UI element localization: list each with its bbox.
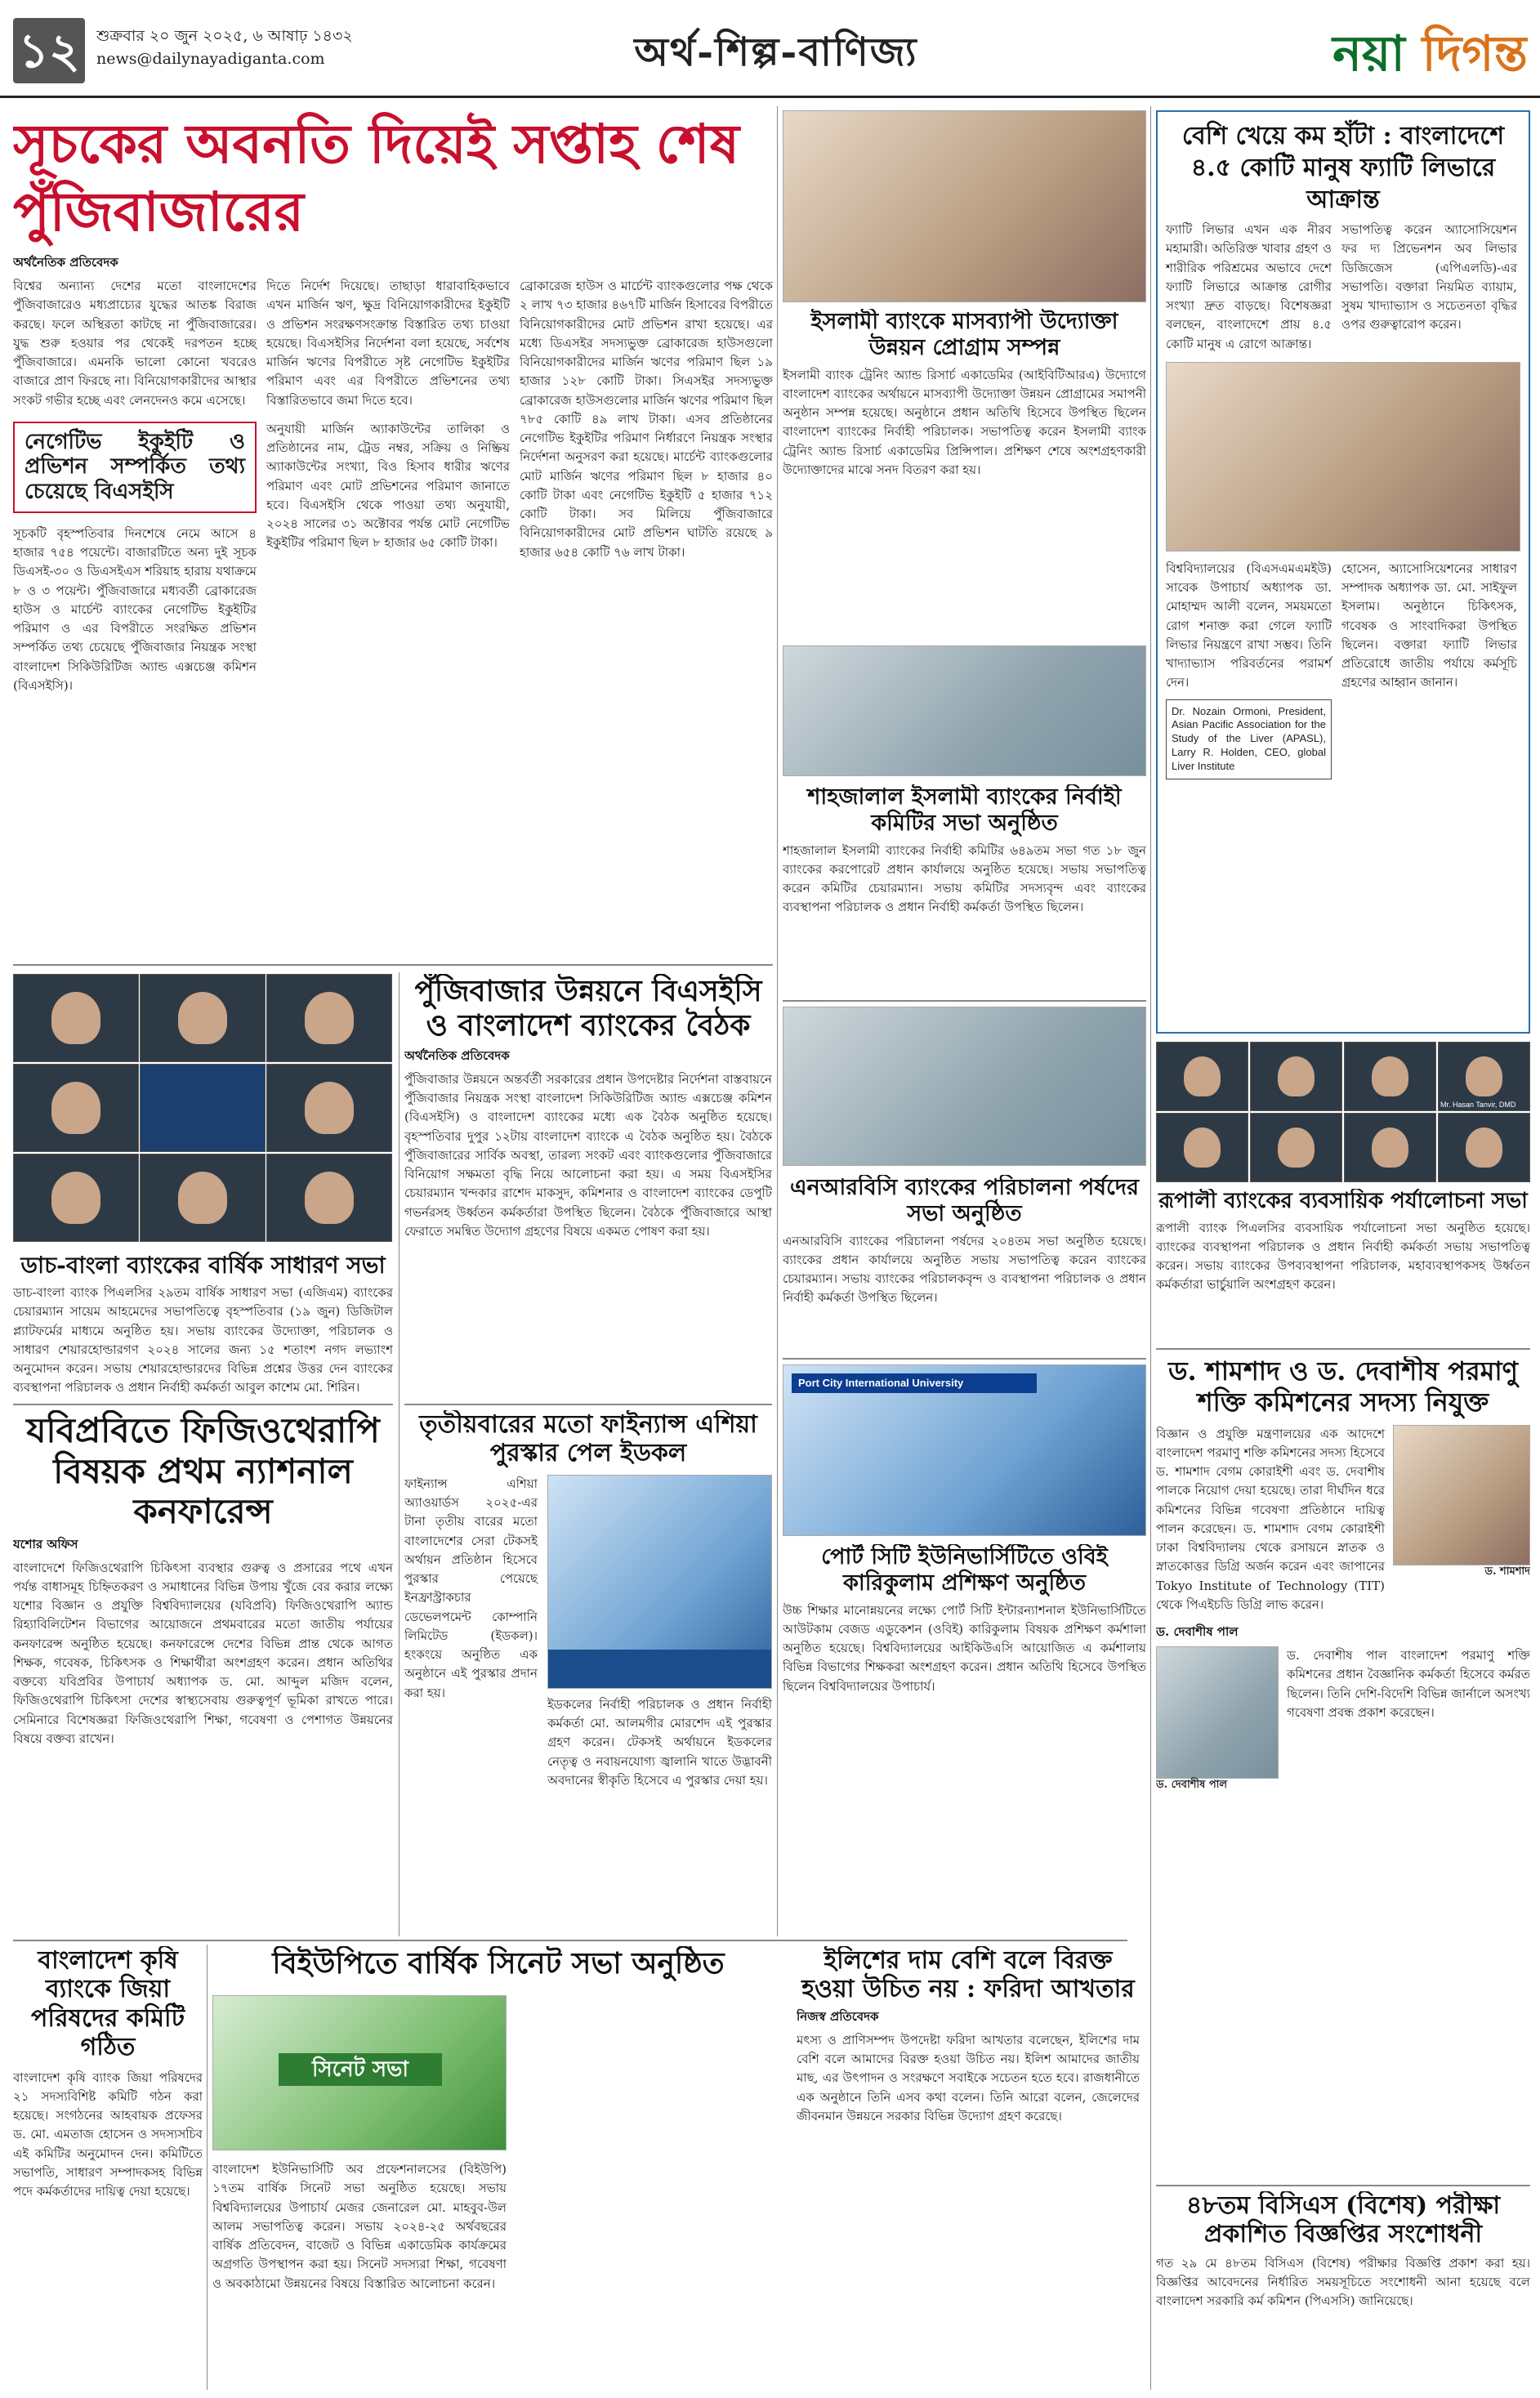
debashish-photo-wrap [1156, 1646, 1279, 1793]
finance-asia-headline[interactable]: তৃতীয়বারের মতো ফাইন্যান্স এশিয়া পুরস্কার পেল ইডকল [419, 1410, 757, 1468]
debashish-photo [1156, 1646, 1279, 1779]
senate-banner: সিনেট সভা [279, 2053, 442, 2086]
shamshad-photo-wrap [1393, 1425, 1530, 1579]
bsec-bb-byline: অর্থনৈতিক প্রতিবেদক [404, 1047, 510, 1063]
bcs-headline[interactable]: ৪৮তম বিসিএস (বিশেষ) পরীক্ষা প্রকাশিত বিজ্ঞপ্তির সংশোধনী [1185, 2191, 1501, 2249]
lead-col-2b-text: অনুযায়ী মার্জিন অ্যাকাউন্টের তালিকা ও প্রতিষ্ঠানের নাম, ট্রেড নম্বর, সক্রিয় ও নিষ্ক্রিয় অ্যাকাউন্টের সংখ্যা, বিও হিসাব ধারীর ঋণের পরিমাণ এবং মোট প্রভিশনের পরিমাণ জানাতে হবে। বিএসইসি থেকে পাওয়া তথ্য অনুযায়ী, ২০২৪ সালের ৩১ অক্টোবর পর্যন্ত মোট নেগেটিভ ইকুইটির পরিমাণ ছিল ৮ হাজার ৬৫ কোটি টাকা। [266, 421, 510, 551]
shahjalal-headline[interactable]: শাহজালাল ইসলামী ব্যাংকের নির্বাহী কমিটির সভা অনুষ্ঠিত [807, 784, 1122, 836]
dbbl-article [13, 1252, 393, 1399]
vc-name-label: Mr. Hasan Tanvir, DMD [1440, 1101, 1516, 1109]
divider [404, 1404, 772, 1405]
liver-col-3 [1166, 560, 1341, 779]
divider [212, 1940, 1127, 1941]
divider [1156, 1348, 1530, 1350]
atomic-body-wrap [1156, 1425, 1530, 1791]
nrbc-headline[interactable]: এনআরবিসি ব্যাংকের পরিচালনা পর্ষদের সভা অনুষ্ঠিত [790, 1175, 1139, 1226]
shahjalal-article [783, 784, 1146, 997]
rupali-body: রূপালী ব্যাংক পিএলসির ব্যবসায়িক পর্যালোচনা সভা অনুষ্ঠিত হয়েছে। ব্যাংকের ব্যবস্থাপনা পরিচালক ও প্রধান নির্বাহী কর্মকর্তা সভায় সভাপতিত্ব করেন। সভায় ব্যাংকের উপব্যবস্থাপনা পরিচালক, মহাব্যবস্থাপকসহ উর্ধ্বতন কর্মকর্তারা ভার্চুয়ালি অংশগ্রহণ করেন। [1156, 1220, 1530, 1293]
agm-slide [140, 1064, 266, 1152]
rupali-article [1156, 1189, 1530, 1344]
vc-tile [1250, 1113, 1342, 1182]
rupali-video-grid [1156, 1042, 1530, 1182]
hilsa-byline: নিজস্ব প্রতিবেদক [797, 2008, 879, 2024]
divider [13, 964, 773, 966]
islami-photo [783, 110, 1146, 302]
finance-asia-col-2: ইডকলের নির্বাহী পরিচালক ও প্রধান নির্বাহী কর্মকর্তা মো. আলমগীর মোরশেদ এই পুরস্কার গ্রহণ করেন। টেকসই অর্থায়নে ইডকলের নেতৃত্ব ও নবায়নযোগ্য জ্বালানি খাতে উদ্ভাবনী অবদানের স্বীকৃতি হিসেবে এ পুরস্কার দেয়া হয়। [547, 1696, 772, 1788]
divider [783, 1358, 1146, 1360]
column-separator [399, 972, 400, 1936]
islami-article [783, 309, 1146, 636]
atomic-body-2: ড. দেবাশীষ পাল বাংলাদেশ পরমাণু শক্তি কমিশনের প্রধান বৈজ্ঞানিক কর্মকর্তা হিসেবে কর্মরত ছিলেন। তিনি দেশি-বিদেশি বিভিন্ন জার্নালে অসংখ্য গবেষণা প্রবন্ধ প্রকাশ করেছেন। [1287, 1648, 1530, 1720]
lead-col-2 [266, 277, 520, 553]
newsroom-email[interactable]: news@dailynayadiganta.com [96, 50, 325, 68]
liver-col-4: হোসেন, অ্যাসোসিয়েশনের সাধারণ সম্পাদক অধ্যাপক ডা. মো. সাইফুল ইসলাম। অনুষ্ঠানে চিকিৎসক, গবেষক ও সাংবাদিকরা উপস্থিত ছিলেন। বক্তারা ফ্যাটি লিভার প্রতিরোধে জাতীয় পর্যায়ে কর্মসূচি গ্রহণের আহ্বান জানান। [1341, 560, 1517, 690]
dbbl-headline[interactable]: ডাচ-বাংলা ব্যাংকের বার্ষিক সাধারণ সভা [20, 1252, 386, 1279]
lead-col-1 [13, 277, 266, 695]
vc-tile [140, 974, 266, 1062]
liver-col-2: সভাপতিত্ব করেন অ্যাসোসিয়েশন ফর দ্য প্রিভেনশন অব লিভার ডিজিজেস (এপিএলডি)-এর সভাপতি। বক্তারা নিয়মিত ব্যায়াম, সুষম খাদ্যাভ্যাস ও সচেতনতা বৃদ্ধির ওপর গুরুত্বারোপ করেন। [1341, 222, 1517, 333]
vc-tile [1344, 1042, 1436, 1111]
finance-asia-article [404, 1410, 772, 1933]
shamshad-photo [1393, 1425, 1530, 1565]
shahjalal-photo [783, 645, 1146, 776]
senate-photo [212, 1995, 507, 2150]
divider [783, 1000, 1146, 1002]
issue-date: শুক্রবার ২০ জুন ২০২৫, ৬ আষাঢ় ১৪৩২ [96, 27, 353, 45]
column-separator [207, 1945, 208, 2390]
rupali-headline[interactable]: রূপালী ব্যাংকের ব্যবসায়িক পর্যালোচনা সভা [1158, 1189, 1528, 1213]
islami-body: ইসলামী ব্যাংক ট্রেনিং অ্যান্ড রিসার্চ একাডেমির (আইবিটিআরএ) উদ্যোগে বাংলাদেশ ব্যাংকের অর্থায়নে মাসব্যাপী উদ্যোক্তা উন্নয়ন প্রোগ্রামের সমাপনী অনুষ্ঠান সম্পন্ন হয়েছে। অনুষ্ঠানে প্রধান অতিথি হিসেবে উপস্থিত ছিলেন বাংলাদেশ ব্যাংকের নির্বাহী পরিচালক। সভাপতিত্ব করেন ইসলামী ব্যাংক ট্রেনিং অ্যান্ড রিসার্চ একাডেমির প্রিন্সিপাল। প্রশিক্ষণ শেষে অংশগ্রহণকারী উদ্যোক্তাদের মাঝে সনদ বিতরণ করা হয়। [783, 367, 1146, 477]
liver-headline[interactable]: বেশি খেয়ে কম হাঁটা : বাংলাদেশে ৪.৫ কোটি মানুষ ফ্যাটি লিভারে আক্রান্ত [1181, 122, 1505, 214]
bup-body: বাংলাদেশ ইউনিভার্সিটি অব প্রফেশনালসের (বিইউপি) ১৭তম বার্ষিক সিনেট সভা অনুষ্ঠিত হয়েছে। সভায় বিশ্ববিদ্যালয়ের উপাচার্য মেজর জেনারেল মো. মাহবুব-উল আলম সভাপতিত্ব করেন। সভায় ২০২৪-২৫ অর্থবছরের বার্ষিক প্রতিবেদন, বাজেট ও বিভিন্ন একাডেমিক কার্যক্রমের অগ্রগতি উপস্থাপন করা হয়। সিনেট সদস্যরা শিক্ষা, গবেষণা ও অবকাঠামো উন্নয়নের বিষয়ে বিস্তারিত আলোচনা করেন। [212, 2162, 507, 2291]
column-separator [1150, 106, 1151, 2390]
lead-col-2-text: দিতে নির্দেশ দিয়েছে। তাছাড়া ধারাবাহিকভাবে এখন মার্জিন ঋণ, ক্ষুদ্র বিনিয়োগকারীদের ইকুইটি ও প্রভিশন সংরক্ষণসংক্রান্ত বিস্তারিত তথ্য চাওয়া হয়েছে। বিএসইসির নির্দেশনা বলা হয়েছে, সর্বশেষ মার্জিন ঋণের বিপরীতে সৃষ্ট নেগেটিভ ইকুইটির পরিমাণ এবং এর বিপরীতে প্রভিশনের তথ্য বিস্তারিতভাবে জমা দিতে হবে। [266, 279, 510, 408]
page-number: ১২ [13, 18, 85, 83]
dbbl-video-grid [13, 974, 393, 1244]
shahjalal-body: শাহজালাল ইসলামী ব্যাংকের নির্বাহী কমিটির ৬৪৯তম সভা গত ১৮ জুন ব্যাংকের করপোরেট প্রধান কার্যালয়ে অনুষ্ঠিত হয়েছে। সভায় সভাপতিত্ব করেন কমিটির চেয়ারম্যান। সভায় কমিটির সদস্যবৃন্দ এবং ব্যাংকের ব্যবস্থাপনা পরিচালক ও প্রধান নির্বাহী কর্মকর্তা উপস্থিত ছিলেন। [783, 842, 1146, 915]
vc-tile [266, 974, 392, 1062]
physio-headline[interactable]: যবিপ্রবিতে ফিজিওথেরাপি বিষয়ক প্রথম ন্যাশনাল কনফারেন্স [26, 1410, 380, 1532]
bup-headline[interactable]: বিইউপিতে বার্ষিক সিনেট সভা অনুষ্ঠিত [272, 1946, 725, 1980]
liver-seminar-photo [1166, 362, 1520, 551]
krishi-body: বাংলাদেশ কৃষি ব্যাংক জিয়া পরিষদের ২১ সদস্যবিশিষ্ট কমিটি গঠন করা হয়েছে। সংগঠনের আহবায়ক প্রফেসর ড. মো. এমতাজ হোসেন ও সদস্যসচিব এই কমিটির অনুমোদন দেন। কমিটিতে সভাপতি, সাধারণ সম্পাদকসহ বিভিন্ন পদে কর্মকর্তাদের দায়িত্ব দেয়া হয়েছে। [13, 2070, 203, 2199]
atomic-headline[interactable]: ড. শামশাদ ও ড. দেবাশীষ পরমাণু শক্তি কমিশনের সদস্য নিযুক্ত [1168, 1356, 1518, 1418]
award-photo [547, 1475, 772, 1689]
lead-subhead-box [13, 422, 257, 513]
bsec-bb-article [404, 974, 772, 1399]
bsec-bb-headline[interactable]: পুঁজিবাজার উন্নয়নে বিএসইসি ও বাংলাদেশ ব্যাংকের বৈঠক [414, 974, 762, 1043]
bcs-body: গত ২৯ মে ৪৮তম বিসিএস (বিশেষ) পরীক্ষার বিজ্ঞপ্তি প্রকাশ করা হয়। বিজ্ঞপ্তির আবেদনের নির্ধারিত সময়সূচিতে সংশোধনী আনা হয়েছে বলে বাংলাদেশ সরকারি কর্ম কমিশন (পিএসসি) জানিয়েছে। [1156, 2255, 1530, 2309]
vc-tile [1156, 1113, 1248, 1182]
atomic-body: বিজ্ঞান ও প্রযুক্তি মন্ত্রণালয়ের এক আদেশে বাংলাদেশ পরমাণু শক্তি কমিশনের সদস্য হিসেবে ড. শামশাদ বেগম কোরাইশী এবং ড. দেবাশীষ পালকে নিয়োগ দেয়া হয়েছে। তারা দীর্ঘদিন ধরে কমিশনের বিভিন্ন গবেষণা প্রতিষ্ঠানে দায়িত্ব পালন করেছেন। ড. শামশাদ বেগম কোরাইশী ঢাকা বিশ্ববিদ্যালয় থেকে রসায়নে স্নাতক ও স্নাতকোত্তর ডিগ্রি অর্জন করেন এবং জাপানের Tokyo Institute of Technology (TIT) থেকে পিএইচডি ডিগ্রি লাভ করেন। [1156, 1426, 1385, 1612]
dateline [96, 25, 440, 70]
nrbc-photo [783, 1007, 1146, 1166]
dbbl-body: ডাচ-বাংলা ব্যাংক পিএলসির ২৯তম বার্ষিক সাধারণ সভা (এজিএম) ব্যাংকের চেয়ারম্যান সায়েম আহমেদের সভাপতিত্বে বৃহস্পতিবার (১৯ জুন) ডিজিটাল প্ল্যাটফর্মের মাধ্যমে অনুষ্ঠিত হয়। সভায় ব্যাংকের উদ্যোক্তা, পরিচালক ও সাধারণ শেয়ারহোল্ডারগণ ২০২৪ সালের জন্য ১৫ শতাংশ নগদ লভ্যাংশ অনুমোদন করেন। সভায় শেয়ারহোল্ডারদের বিভিন্ন প্রশ্নের উত্তর দেন ব্যাংকের ব্যবস্থাপনা পরিচালক ও প্রধান নির্বাহী কর্মকর্তা আবুল কাশেম মো. শিরিন। [13, 1285, 393, 1395]
lead-col-1b-text: সূচকটি বৃহস্পতিবার দিনশেষে নেমে আসে ৪ হাজার ৭৫৪ পয়েন্টে। বাজারটিতে অন্য দুই সূচক ডিএসই-৩০ ও ডিএসইএস শরিয়াহ হারায় যথাক্রমে ৮ ও ৩ পয়েন্ট। পুঁজিবাজারে মধ্যবর্তী ব্রোকারেজ হাউস ও মার্চেন্ট ব্যাংকের নেগেটিভ ইকুইটির পরিমাণ ও এর বিপরীতে সংরক্ষিত প্রভিশন সম্পর্কিত তথ্য চেয়েছে পুঁজিবাজার নিয়ন্ত্রক সংস্থা বাংলাদেশ সিকিউরিটিজ অ্যান্ড এক্সচেঞ্জ কমিশন (বিএসইসি)। [13, 525, 257, 693]
newspaper-logo[interactable] [1242, 16, 1528, 87]
bsec-bb-body: পুঁজিবাজার উন্নয়নে অন্তর্বর্তী সরকারের প্রধান উপদেষ্টার নির্দেশনা বাস্তবায়নে পুঁজিবাজার নিয়ন্ত্রক সংস্থা বাংলাদেশ সিকিউরিটিজ অ্যান্ড এক্সচেঞ্জ কমিশন (বিএসইসি) ও বাংলাদেশ ব্যাংকের মধ্যে এক বৈঠক অনুষ্ঠিত হয়েছে। বৃহস্পতিবার দুপুর ১২টায় বাংলাদেশ ব্যাংকে এ বৈঠক অনুষ্ঠিত হয়। বৈঠকে পুঁজিবাজারের সার্বিক অবস্থা, তারল্য সংকট এবং ব্যাংকগুলোর পুঁজিবাজারে বিনিয়োগ সক্ষমতা বৃদ্ধি নিয়ে আলোচনা করা হয়। এ সময় বিএসইসির চেয়ারম্যান খন্দকার রাশেদ মাকসুদ, কমিশনার ও বাংলাদেশ ব্যাংকের ডেপুটি গভর্নরসহ উর্ধ্বতন কর্মকর্তারা উপস্থিত ছিলেন। বৈঠকে পুঁজিবাজারে আস্থা ফেরাতে সমন্বিত উদ্যোগ গ্রহণের বিষয়ে একমত পোষণ করা হয়। [404, 1071, 772, 1239]
hilsa-article [797, 1946, 1140, 2387]
shamshad-caption: ড. শামশাদ [1484, 1565, 1530, 1578]
port-city-banner: Port City International University [792, 1373, 1037, 1393]
lead-col-1-text: বিশ্বের অন্যান্য দেশের মতো বাংলাদেশের পুঁজিবাজারেও মধ্যপ্রাচ্যের যুদ্ধের আতঙ্ক বিরাজ করছে। ফলে অস্থিরতা কাটছে না পুঁজিবাজারের। যুদ্ধ শুরু হওয়ার পর থেকেই দরপতন হচ্ছে পুঁজিবাজারে। এমনকি ভালো কোনো খবরেও বাজারে প্রাণ ফিরছে না। বিনিয়োগকারীদের আস্থার সংকট গভীর হচ্ছে এবং লেনদেনও কমে এসেছে। [13, 279, 257, 408]
debashish-caption: ড. দেবাশীষ পাল [1156, 1779, 1228, 1791]
vc-tile [13, 974, 139, 1062]
lead-subhead: নেগেটিভ ইকুইটি ও প্রভিশন সম্পর্কিত তথ্য চেয়েছে বিএসইসি [25, 429, 245, 505]
bup-article [212, 1946, 784, 2387]
nrbc-body: এনআরবিসি ব্যাংকের পরিচালনা পর্ষদের ২০৪তম সভা অনুষ্ঠিত হয়েছে। ব্যাংকের প্রধান কার্যালয়ে অনুষ্ঠিত সভায় সভাপতিত্ব করেন ব্যাংকের চেয়ারম্যান। সভায় ব্যাংকের পরিচালকবৃন্দ ও ব্যবস্থাপনা পরিচালক ও প্রধান নির্বাহী কর্মকর্তা উপস্থিত ছিলেন। [783, 1233, 1146, 1306]
port-city-photo [783, 1364, 1146, 1536]
physio-byline: যশোর অফিস [13, 1536, 78, 1552]
liver-article [1156, 110, 1530, 1034]
atomic-commission-article [1156, 1356, 1530, 2181]
port-city-article [783, 1544, 1146, 1936]
hilsa-body: মৎস্য ও প্রাণিসম্পদ উপদেষ্টা ফরিদা আখতার বলেছেন, ইলিশের দাম বেশি বলে আমাদের বিরক্ত হওয়া উচিত নয়। ইলিশ আমাদের জাতীয় মাছ, এর উৎপাদন ও সংরক্ষণে সবাইকে সচেতন হতে হবে। রাজধানীতে এক অনুষ্ঠানে তিনি এসব কথা বলেন। তিনি আরো বলেন, জেলেদের জীবনমান উন্নয়নে সরকার বিভিন্ন উদ্যোগ গ্রহণ করেছে। [797, 2032, 1140, 2123]
logo-accent: দিগন্ত [1422, 25, 1528, 83]
vc-tile [140, 1154, 266, 1242]
page-header [0, 0, 1540, 98]
port-city-headline[interactable]: পোর্ট সিটি ইউনিভার্সিটিতে ওবিই কারিকুলাম প্রশিক্ষণ অনুষ্ঠিত [821, 1544, 1108, 1596]
lead-col-3 [520, 277, 773, 562]
bcs-article [1156, 2191, 1530, 2387]
vc-tile [13, 1064, 139, 1152]
divider [1156, 2185, 1530, 2186]
liver-callout: Dr. Nozain Ormoni, President, Asian Pacific Association for the Study of the Liver (APASL), Larry R. Holden, CEO, global Liver Institute [1166, 699, 1332, 779]
vc-tile [266, 1064, 392, 1152]
finance-asia-col-1: ফাইন্যান্স এশিয়া অ্যাওয়ার্ডস ২০২৫-এর টানা তৃতীয় বারের মতো বাংলাদেশের সেরা টেকসই অর্থায়ন প্রতিষ্ঠান হিসেবে পুরস্কার পেয়েছে ইনফ্রাস্ট্রাকচার ডেভেলপমেন্ট কোম্পানি লিমিটেড (ইডকল)। হংকংয়ে অনুষ্ঠিত এক অনুষ্ঠানে এই পুরস্কার প্রদান করা হয়। [404, 1476, 538, 1700]
lead-article [13, 110, 773, 960]
section-title: অর্থ-শিল্প-বাণিজ্য [634, 29, 918, 75]
liver-col-1: ফ্যাটি লিভার এখন এক নীরব মহামারী। অতিরিক্ত খাবার গ্রহণ ও শারীরিক পরিশ্রমের অভাবে দেশে ফ্যাটি লিভারে আক্রান্ত রোগীর সংখ্যা দ্রুত বাড়ছে। বিশেষজ্ঞরা বলছেন, বাংলাদেশে প্রায় ৪.৫ কোটি মানুষ এ রোগে আক্রান্ত। [1166, 222, 1332, 351]
vc-tile [1438, 1042, 1530, 1111]
finance-asia-photo-col [547, 1475, 772, 1790]
port-city-body: উচ্চ শিক্ষার মানোন্নয়নের লক্ষ্যে পোর্ট সিটি ইন্টারন্যাশনাল ইউনিভার্সিটিতে আউটকাম বেজড এডুকেশন (ওবিই) কারিকুলাম বিষয়ক প্রশিক্ষণ কর্মশালা অনুষ্ঠিত হয়েছে। বিশ্ববিদ্যালয়ের আইকিউএসি আয়োজিত এ কর্মশালায় বিভিন্ন বিভাগের শিক্ষকরা অংশগ্রহণ করেন। প্রধান অতিথি হিসেবে উপস্থিত ছিলেন বিশ্ববিদ্যালয়ের উপাচার্য। [783, 1602, 1146, 1694]
physio-article [13, 1410, 393, 1937]
logo-main: নয়া [1332, 25, 1405, 83]
vc-tile [13, 1154, 139, 1242]
vc-tile [1344, 1113, 1436, 1182]
column-separator [777, 106, 778, 1936]
divider [13, 1404, 393, 1405]
hilsa-headline[interactable]: ইলিশের দাম বেশি বলে বিরক্ত হওয়া উচিত নয় : ফরিদা আখতার [801, 1946, 1135, 2004]
lead-byline: অর্থনৈতিক প্রতিবেদক [13, 255, 118, 270]
vc-tile [1250, 1042, 1342, 1111]
debashish-subhead: ড. দেবাশীষ পাল [1156, 1624, 1239, 1639]
nrbc-article [783, 1175, 1146, 1355]
vc-tile [1438, 1113, 1530, 1182]
physio-body: বাংলাদেশে ফিজিওথেরাপি চিকিৎসা ব্যবস্থার গুরুত্ব ও প্রসারের পথে এখন পর্যন্ত বাধাসমূহ চিহ্নিতকরণ ও সমাধানের বিভিন্ন উপায় খুঁজে বের করার লক্ষ্যে যশোর বিজ্ঞান ও প্রযুক্তি বিশ্ববিদ্যালয়ের (যবিপ্রবি) ফিজিওথেরাপি অ্যান্ড রিহ্যাবিলিটেশন বিভাগের আয়োজনে প্রথমবারের মতো জাতীয় পর্যায়ের কনফারেন্স অনুষ্ঠিত হয়েছে। কনফারেন্সে দেশের বিভিন্ন প্রান্ত থেকে আগত শিক্ষক, গবেষক, চিকিৎসক ও শিক্ষার্থীরা অংশগ্রহণ করেন। প্রধান অতিথির বক্তব্যে যবিপ্রবির উপাচার্য অধ্যাপক ড. মো. আব্দুল মজিদ বলেন, ফিজিওথেরাপি চিকিৎসা দেশের স্বাস্থ্যসেবায় গুরুত্বপূর্ণ ভূমিকা রাখতে পারে। সেমিনারে বিশেষজ্ঞরা ফিজিওথেরাপি শিক্ষা, গবেষণা ও পেশাগত উন্নয়নের বিষয়ে বক্তব্য রাখেন। [13, 1560, 393, 1746]
vc-tile [1156, 1042, 1248, 1111]
liver-col-3-text: বিশ্ববিদ্যালয়ের (বিএসএমএমইউ) সাবেক উপাচার্য অধ্যাপক ডা. মোহাম্মদ আলী বলেন, সময়মতো রোগ শনাক্ত করা গেলে ফ্যাটি লিভার নিয়ন্ত্রণে রাখা সম্ভব। তিনি খাদ্যাভ্যাস পরিবর্তনের পরামর্শ দেন। [1166, 560, 1332, 690]
vc-tile [266, 1154, 392, 1242]
lead-col-3-text: ব্রোকারেজ হাউস ও মার্চেন্ট ব্যাংকগুলোর পক্ষ থেকে ২ লাখ ৭৩ হাজার ৪৬৭টি মার্জিন হিসাবের বিপরীতে বিনিয়োগকারীদের মোট প্রভিশন রাখা হয়েছে। এর মধ্যে ডিএসইর সদস্যভুক্ত ব্রোকারেজ হাউসগুলো বিনিয়োগকারীদের মার্জিন ঋণের পরিমাণ ছিল ১৯ হাজার ১২৮ কোটি টাকা। সিএসইর সদস্যভুক্ত ব্রোকারেজ হাউসগুলোর মার্জিন ঋণের পরিমাণ ছিল ৭৮৫ কোটি ৪৯ লাখ টাকা। এসব প্রতিষ্ঠানের নেগেটিভ ইকুইটির পরিমাণ নির্ধারণে নিয়ন্ত্রক সংস্থার নির্দেশনা অনুসরণ করা হয়েছে। মার্চেন্ট ব্যাংকগুলোর মোট মার্জিন ঋণের পরিমাণ ছিল ৮ হাজার ৪০ কোটি টাকা এবং নেগেটিভ ইকুইটি ৫ হাজার ৭১২ কোটি টাকা। সব মিলিয়ে পুঁজিবাজারে বিনিয়োগকারীদের মোট প্রভিশন ঘাটতি রয়েছে ৯ হাজার ৬৫৪ কোটি ৭৬ লাখ টাকা। [520, 279, 773, 560]
islami-headline[interactable]: ইসলামী ব্যাংকে মাসব্যাপী উদ্যোক্তা উন্নয়ন প্রোগ্রাম সম্পন্ন [810, 309, 1118, 360]
krishi-article [13, 1946, 203, 2387]
krishi-headline[interactable]: বাংলাদেশ কৃষি ব্যাংকে জিয়া পরিষদের কমিটি গঠিত [31, 1946, 185, 2062]
lead-headline[interactable]: সূচকের অবনতি দিয়েই সপ্তাহ শেষ পুঁজিবাজারের [13, 112, 739, 243]
